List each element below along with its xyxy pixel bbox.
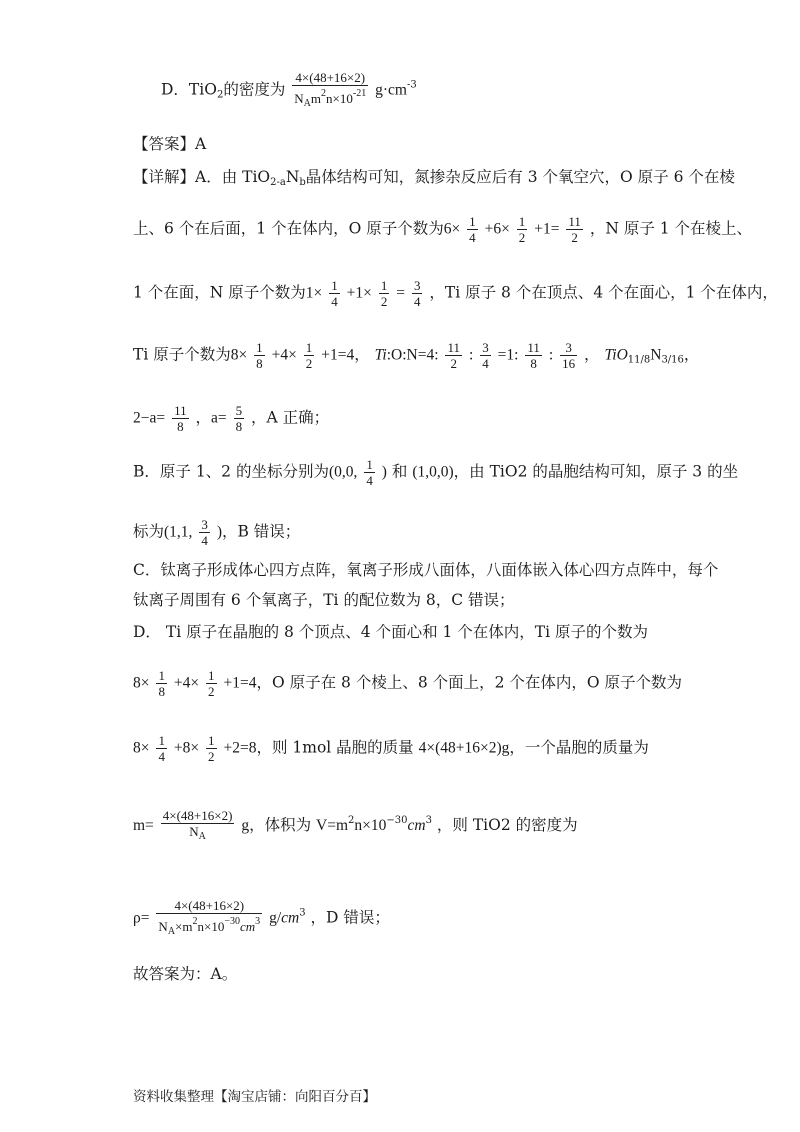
- fraction: $\frac{1}{4}$: [158, 733, 165, 764]
- detail-line-12: 8× $\frac{1}{4}$ +8× $\frac{1}{2}$ +2=8，则 1mol 晶胞的质量 4×(48+16×2)g，一个晶胞的质量为: [133, 733, 649, 764]
- detail-line-4: Ti 原子个数为8× $\frac{1}{8}$ +4× $\frac{1}{2}$ +1=4， Ti:O:N=4: $\frac{11}{2}$ : $\frac{3}{4}$ =1: $\frac{11}{8}$ : $\frac{3}{16}$ ， $TiO_{11/8}N_{3/16}$，: [133, 340, 700, 371]
- detail-line-1: 【详解】A．由 $TiO_{2-a}N_b$晶体结构可知，氮掺杂反应后有 3 个氧空穴，O 原子 6 个在棱: [133, 168, 735, 188]
- fraction: $\frac{4\times(48+16\times 2)}{N_A\times m^2n\times 10^{-30}cm^3}$: [158, 898, 261, 937]
- fraction: $\frac{1}{2}$: [208, 733, 215, 764]
- detail-line-6: B．原子 1、2 的坐标分别为(0,0, $\frac{1}{4}$ ) 和 (1,0,0)，由 TiO2 的晶胞结构可知，原子 3 的坐: [133, 457, 739, 488]
- answer-line: 【答案】A: [133, 135, 207, 153]
- fraction: $\frac{1}{4}$: [469, 214, 476, 245]
- detail-line-9: 钛离子周围有 6 个氧离子，Ti 的配位数为 8，C 错误；: [133, 591, 515, 609]
- fraction: $\frac{1}{2}$: [518, 214, 526, 245]
- detail-line-2: 上、6 个在后面，1 个在体内，O 原子个数为6× $\frac{1}{4}$ +6× $\frac{1}{2}$ +1= $\frac{11}{2}$ ，N 原子 1 个在棱上、: [133, 214, 753, 245]
- fraction: $\frac{1}{2}$: [380, 278, 388, 309]
- fraction: $\frac{11}{2}$: [447, 340, 461, 371]
- detail-line-15: 故答案为：A。: [133, 965, 238, 983]
- fraction: $\frac{1}{8}$: [158, 668, 165, 699]
- detail-line-8: C．钛离子形成体心四方点阵，氧离子形成八面体，八面体嵌入体心四方点阵中，每个: [133, 561, 719, 579]
- fraction: $\frac{3}{4}$: [482, 340, 489, 371]
- fraction: $\frac{3}{4}$: [413, 278, 421, 309]
- detail-line-5: 2−a= $\frac{11}{8}$ ，a= $\frac{5}{8}$ ，A 正确；: [133, 403, 330, 434]
- fraction: $\frac{1}{8}$: [256, 340, 263, 371]
- detail-line-3: 1 个在面，N 原子个数为1× $\frac{1}{4}$ +1× $\frac{1}{2}$ = $\frac{3}{4}$ ，Ti 原子 8 个在顶点、4 个在面心，1 个在体内，: [133, 278, 778, 309]
- fraction: $\frac{1}{2}$: [208, 668, 215, 699]
- fraction: $\frac{11}{8}$: [174, 403, 187, 434]
- fraction: $\frac{11}{2}$: [568, 214, 581, 245]
- detail-line-11: 8× $\frac{1}{8}$ +4× $\frac{1}{2}$ +1=4，O 原子在 8 个棱上、8 个面上，2 个在体内，O 原子个数为: [133, 668, 683, 699]
- fraction: $\frac{11}{8}$: [527, 340, 540, 371]
- fraction: $\frac{1}{4}$: [331, 278, 338, 309]
- fraction: $\frac{3}{4}$: [201, 517, 208, 548]
- fraction: $\frac{3}{16}$: [562, 340, 576, 371]
- detail-line-10: D． Ti 原子在晶胞的 8 个顶点、4 个面心和 1 个在体内，Ti 原子的个数为: [133, 623, 649, 641]
- footer-source: 资料收集整理【淘宝店铺：向阳百分百】: [133, 1089, 376, 1105]
- option-d: D．TiO$_2$的密度为 $\frac{4\times(48+16\times 2)}{N_Am^2n\times 10^{-21}}$ $g\cdot cm^{-3}$: [161, 70, 417, 109]
- detail-line-7: 标为(1,1, $\frac{3}{4}$ )，B 错误；: [133, 517, 301, 548]
- fraction: $\frac{1}{2}$: [305, 340, 313, 371]
- fraction: $\frac{5}{8}$: [235, 403, 243, 434]
- detail-line-14: ρ= $\frac{4\times(48+16\times 2)}{N_A\times m^2n\times 10^{-30}cm^3}$ $g/cm^3$ ，D 错误；: [133, 898, 390, 937]
- density-fraction: $\frac{4\times(48+16\times 2)}{N_Am^2n\times 10^{-21}}$: [294, 70, 367, 109]
- fraction: $\frac{4\times(48+16\times 2)}{N_A}$: [162, 808, 233, 842]
- fraction: $\frac{1}{4}$: [366, 457, 373, 488]
- detail-line-13: m= $\frac{4\times(48+16\times 2)}{N_A}$ g，体积为 $V=m^2n\times 10^{-30}cm^3$ ，则 TiO2 的密度为: [133, 808, 578, 842]
